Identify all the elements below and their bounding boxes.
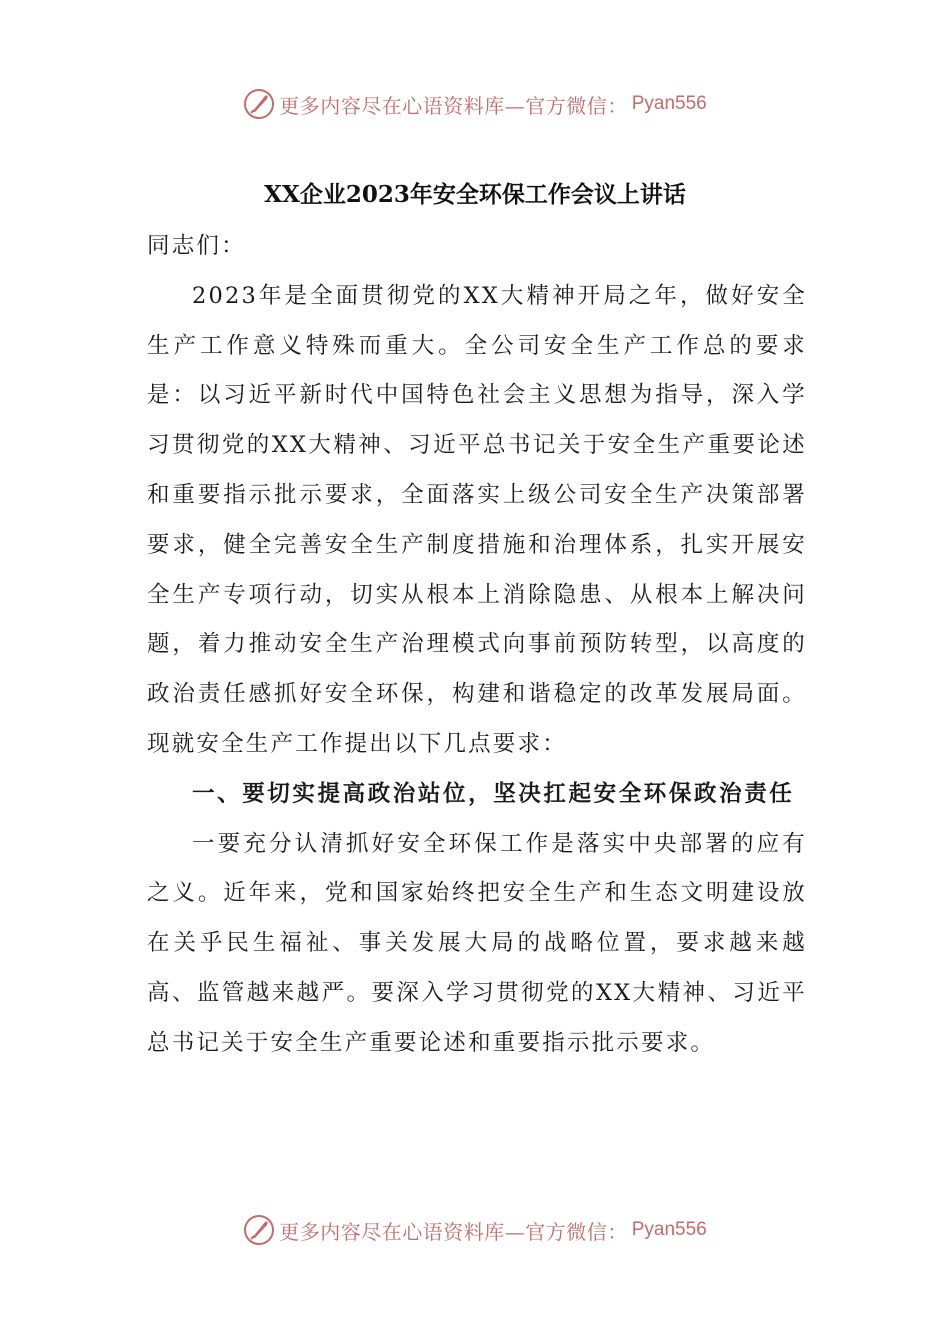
document-body — [147, 222, 807, 1069]
salutation: 同志们： — [147, 233, 246, 259]
intro-paragraph: 2023年是全面贯彻党的XX大精神开局之年，做好安全生产工作意义特殊而重大。全公司安全生产工作总的要求是：以习近平新时代中国特色社会主义思想为指导，深入学习贯彻党的XX大精神、习近平总书记关于安全生产重要论述和重要指示批示要求，全面落实上级公司安全生产决策部署要求，健全完善安全生产制度措施和治理体系，扎实开展安全生产专项行动，切实从根本上消除隐患、从根本上解决问题，着力推动安全生产治理模式向事前预防转型，以高度的政治责任感抓好安全环保，构建和谐稳定的改革发展局面。现就安全生产工作提出以下几点要求： — [147, 282, 807, 757]
document-title: XX企业2023年安全环保工作会议上讲话 — [264, 181, 686, 208]
quill-logo-icon — [243, 1214, 275, 1246]
quill-logo-icon — [243, 88, 275, 120]
watermark-text: 更多内容尽在心语资料库—官方微信： — [279, 1219, 628, 1244]
watermark-wechat-id: Pyan556 — [631, 1219, 707, 1240]
section-heading: 一、要切实提高政治站位，坚决扛起安全环保政治责任 — [192, 780, 795, 807]
section-paragraph: 一要充分认清抓好安全环保工作是落实中央部署的应有之义。近年来，党和国家始终把安全生产和生态文明建设放在关乎民生福祉、事关发展大局的战略位置，要求越来越高、监管越来越严。要深入学习贯彻党的XX大精神、习近平总书记关于安全生产重要论述和重要指示批示要求。 — [147, 830, 807, 1056]
watermark-wechat-id: Pyan556 — [631, 93, 707, 114]
watermark-text: 更多内容尽在心语资料库—官方微信： — [279, 93, 628, 118]
header-watermark — [0, 84, 950, 124]
footer-watermark — [0, 1210, 950, 1250]
